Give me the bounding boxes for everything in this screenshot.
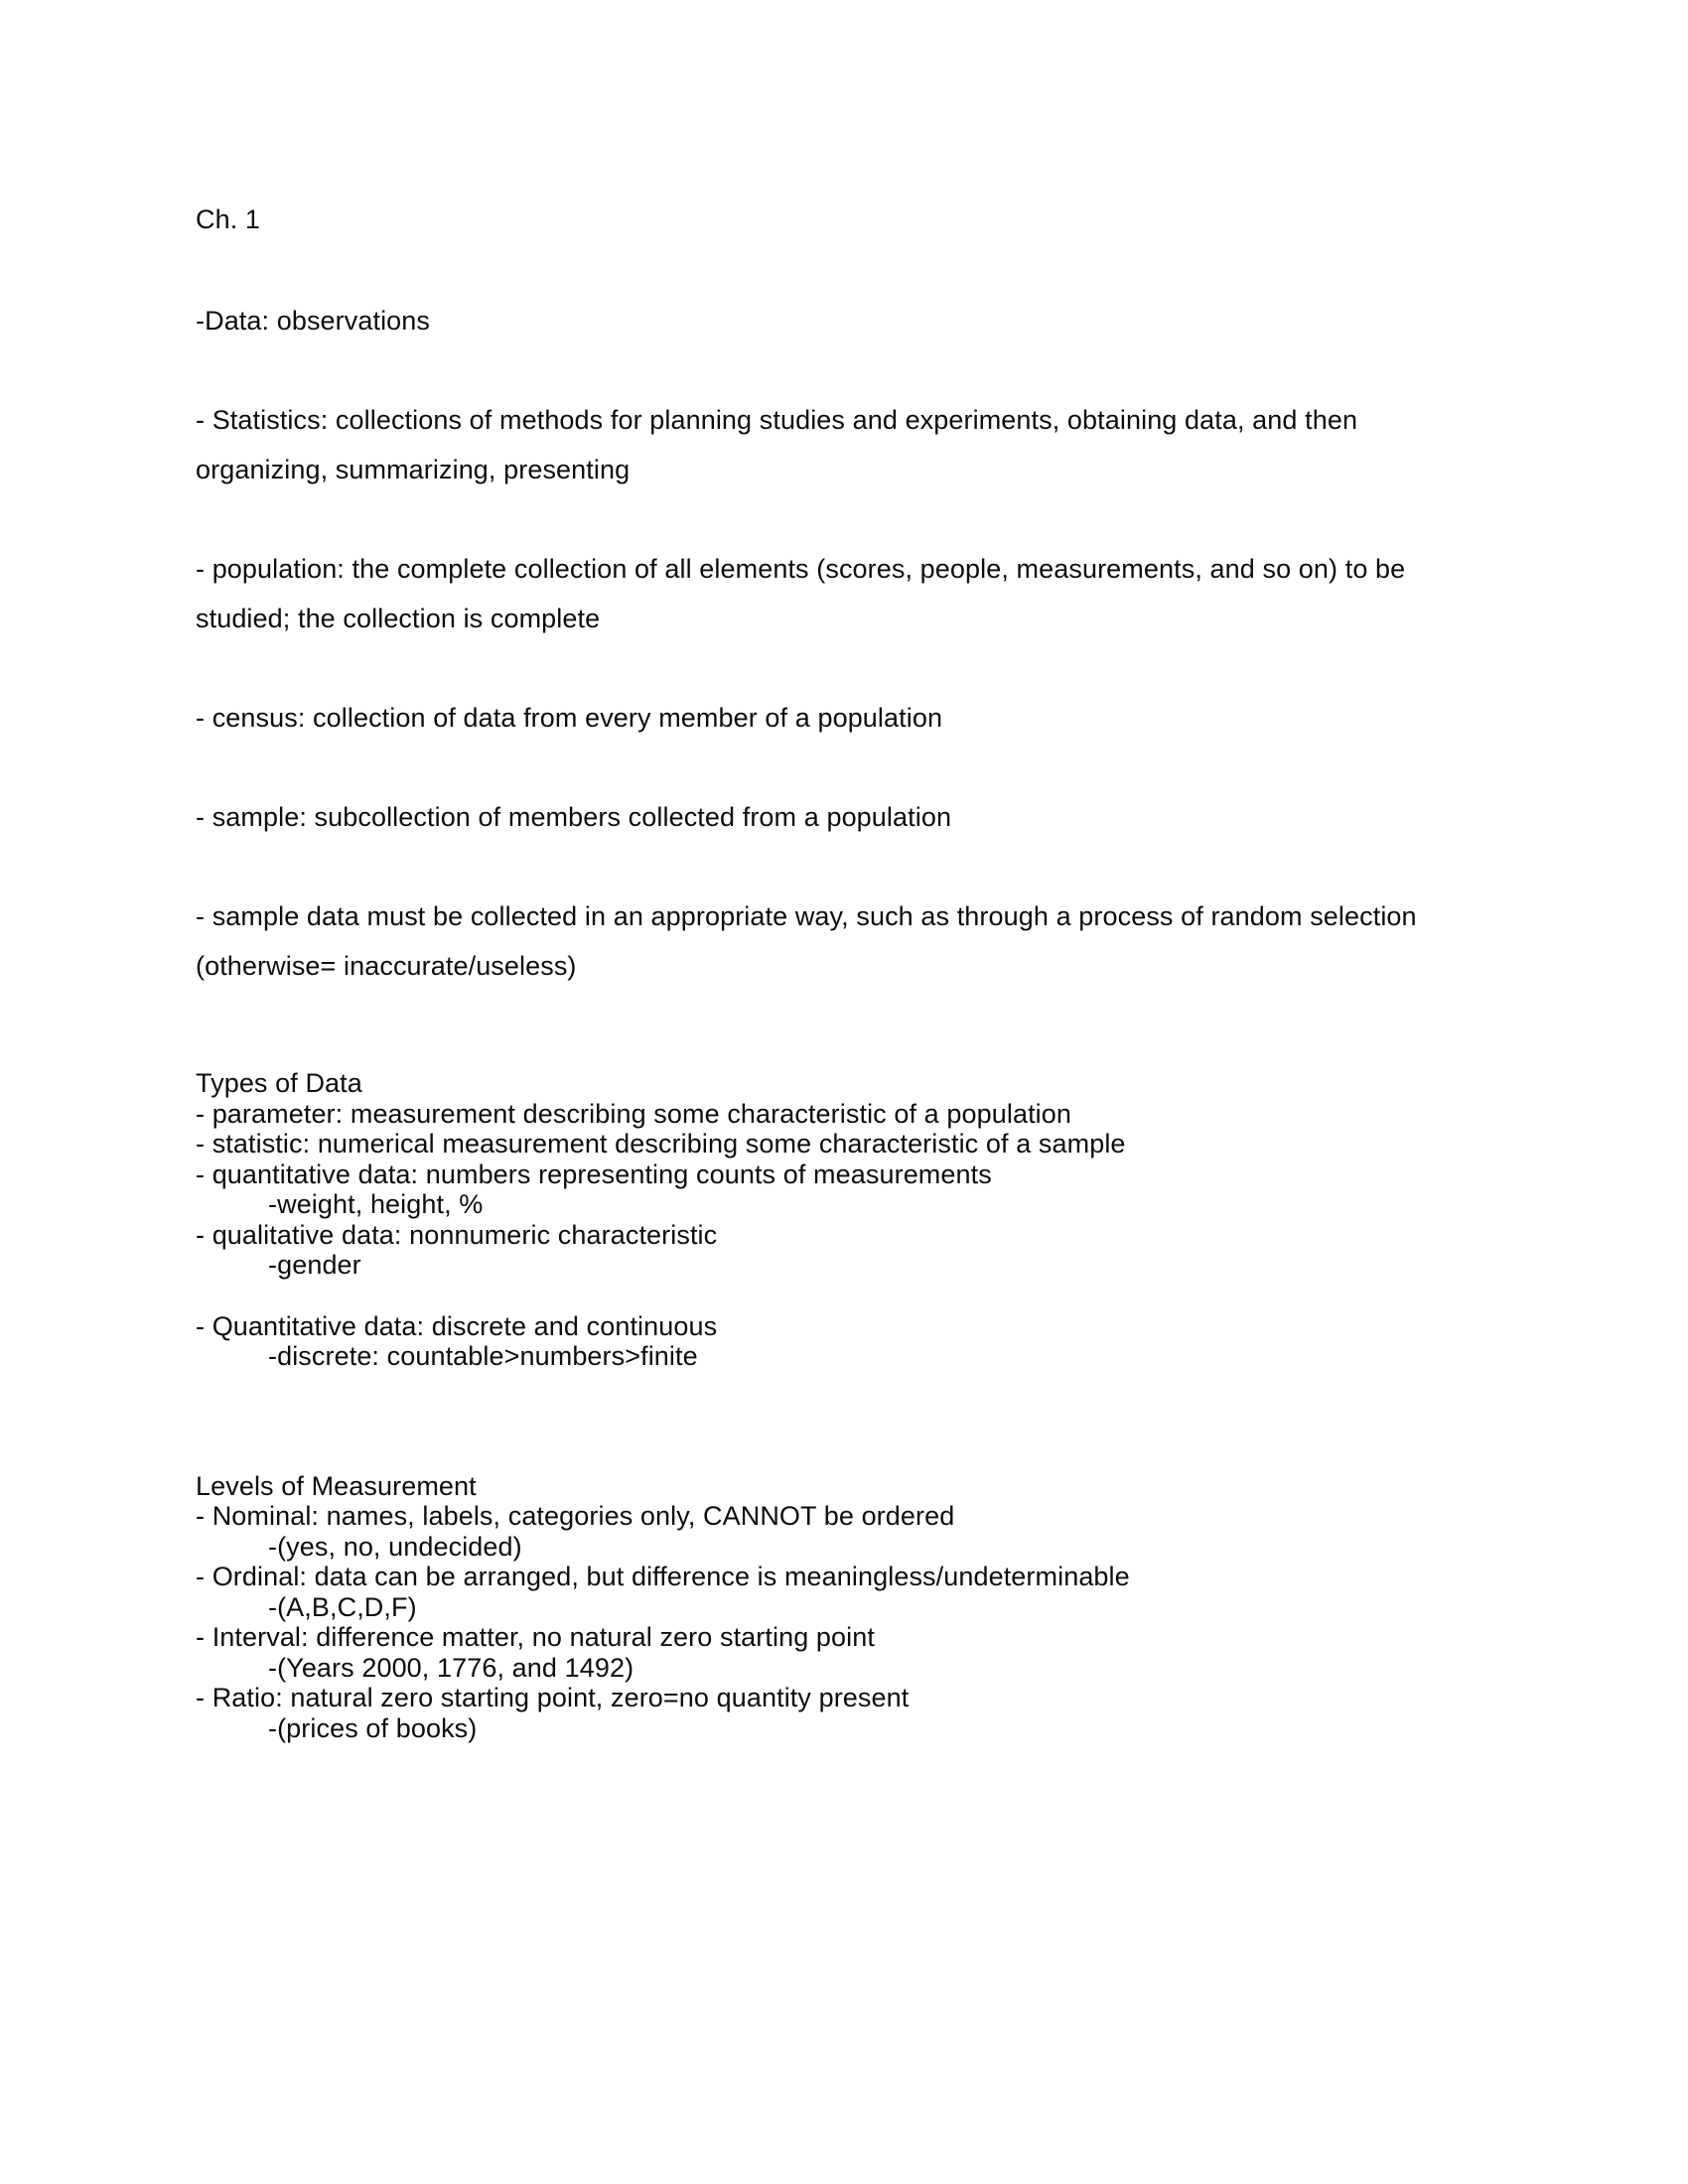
section-spacer-types-levels bbox=[196, 1372, 1457, 1471]
levels-subitem-ratio-examples: -(prices of books) bbox=[268, 1712, 478, 1743]
intro-paragraph-data: -Data: observations bbox=[196, 306, 431, 336]
types-of-data-item-statistic: - statistic: numerical measurement describing some characteristic of a sample bbox=[196, 1129, 1126, 1159]
types-of-data-subitem-quantitative-examples: -weight, height, % bbox=[268, 1189, 484, 1219]
levels-subitem-ordinal-examples: -(A,B,C,D,F) bbox=[268, 1591, 417, 1622]
levels-subitem-nominal-examples: -(yes, no, undecided) bbox=[268, 1531, 522, 1562]
types-of-data-heading: Types of Data bbox=[196, 1068, 362, 1098]
document-heading: Ch. 1 bbox=[196, 205, 261, 234]
document-body bbox=[196, 195, 1457, 1743]
levels-item-ordinal: - Ordinal: data can be arranged, but difference is meaningless/undeterminable bbox=[196, 1562, 1130, 1591]
types-of-data-item-qualitative: - qualitative data: nonnumeric characteristic bbox=[196, 1219, 718, 1250]
levels-of-measurement-section bbox=[196, 1471, 1457, 1744]
types-of-data-item-quantitative-kinds: - Quantitative data: discrete and continuous bbox=[196, 1310, 718, 1341]
types-of-data-item-quantitative: - quantitative data: numbers representing counts of measurements bbox=[196, 1159, 992, 1189]
types-of-data-subitem-qualitative-examples: -gender bbox=[268, 1250, 361, 1280]
intro-paragraph-sample-data: - sample data must be collected in an appropriate way, such as through a process of random selection (otherwise= inaccurate/useless) bbox=[196, 901, 1417, 981]
levels-item-ratio: - Ratio: natural zero starting point, zero=no quantity present bbox=[196, 1683, 910, 1712]
intro-paragraph-population: - population: the complete collection of all elements (scores, people, measurements, and so on) to be studied; the collection is complete bbox=[196, 554, 1406, 633]
intro-paragraph-sample: - sample: subcollection of members collected from a population bbox=[196, 802, 952, 832]
levels-item-interval: - Interval: difference matter, no natural zero starting point bbox=[196, 1622, 875, 1652]
types-of-data-item-parameter: - parameter: measurement describing some characteristic of a population bbox=[196, 1098, 1072, 1129]
intro-section bbox=[196, 195, 1457, 991]
levels-item-nominal: - Nominal: names, labels, categories only, CANNOT be ordered bbox=[196, 1501, 955, 1531]
intro-paragraph-statistics: - Statistics: collections of methods for planning studies and experiments, obtaining data, and then organizing, summarizing, presenting bbox=[196, 405, 1358, 484]
section-spacer-intro-types bbox=[196, 991, 1457, 1068]
intro-paragraph-census: - census: collection of data from every member of a population bbox=[196, 703, 943, 733]
types-of-data-inner-spacer bbox=[196, 1281, 1457, 1311]
levels-subitem-interval-examples: -(Years 2000, 1776, and 1492) bbox=[268, 1652, 634, 1683]
types-of-data-subitem-discrete: -discrete: countable>numbers>finite bbox=[268, 1341, 698, 1371]
types-of-data-section bbox=[196, 1068, 1457, 1372]
levels-of-measurement-heading: Levels of Measurement bbox=[196, 1470, 477, 1501]
